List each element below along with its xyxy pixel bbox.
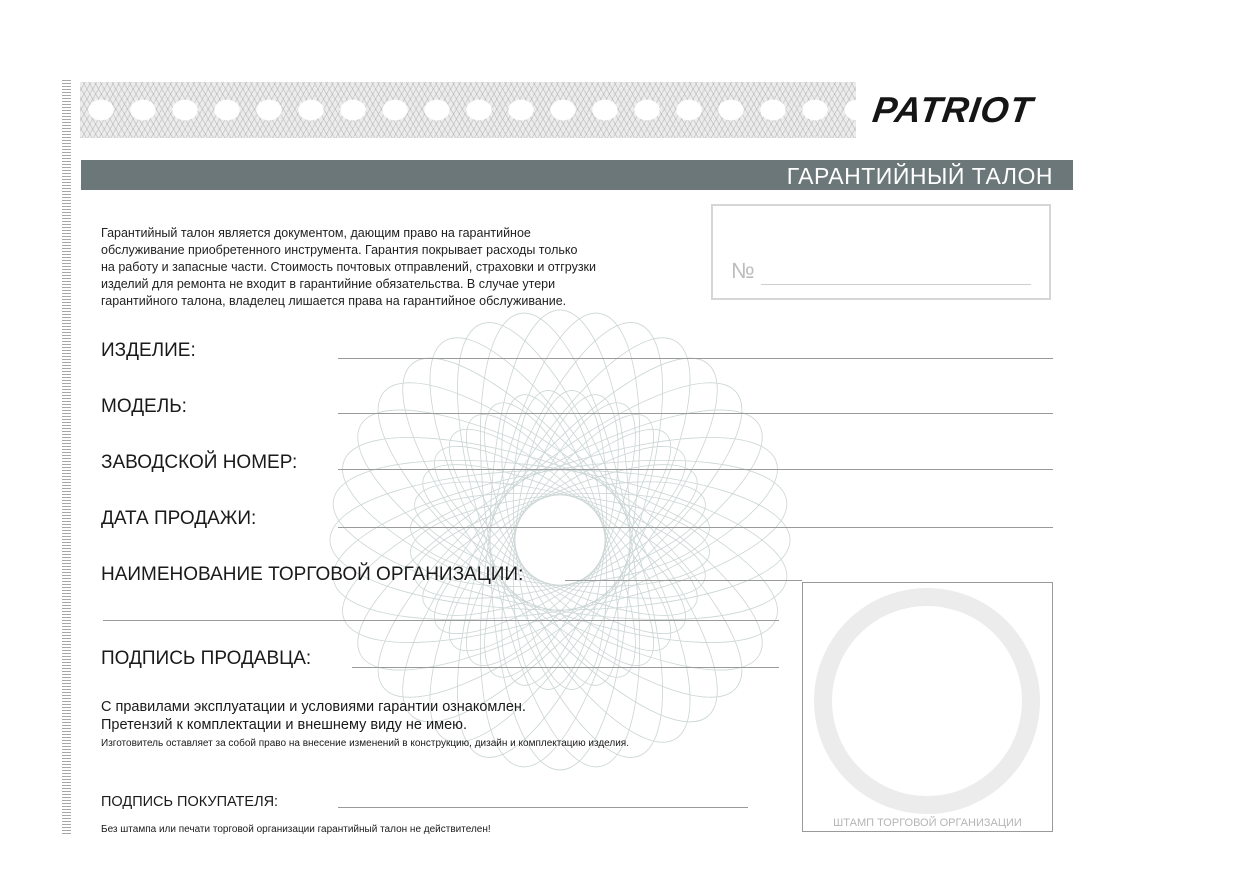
- footer-note: Без штампа или печати торговой организации гарантийный талон не действителен!: [101, 824, 491, 835]
- title-bar: [81, 160, 1073, 190]
- seller-signature-label: ПОДПИСЬ ПРОДАВЦА:: [101, 648, 312, 669]
- number-box: [711, 204, 1051, 300]
- buyer-signature-line[interactable]: [338, 807, 748, 808]
- serial-field-line[interactable]: [338, 469, 1053, 470]
- seller-signature-line[interactable]: [352, 667, 779, 668]
- patriot-logo: PATRIOT: [870, 89, 1036, 130]
- number-sign: №: [731, 258, 755, 283]
- guilloche-band: [80, 82, 856, 138]
- buyer-signature-label: ПОДПИСЬ ПОКУПАТЕЛЯ:: [101, 794, 279, 810]
- security-strip: [62, 80, 71, 836]
- serial-label: ЗАВОДСКОЙ НОМЕР:: [101, 452, 298, 473]
- stamp-box[interactable]: [802, 582, 1053, 832]
- intro-paragraph: Гарантийный талон является документом, дающим право на гарантийное обслуживание приобретенного инструмента. Гарантия покрывает расходы только на работу и запасные части. Стоимость почтовых отправлений, страховки и отгрузки изделий для ремонта не входит в гарантийние обязательства. В случае утери гарантийного талона, владелец лишается права на гарантийное обслуживание.: [101, 226, 596, 308]
- acknowledgement-line-2: Претензий к комплектации и внешнему виду не имею.: [101, 717, 468, 733]
- organization-field-line-2[interactable]: [103, 620, 779, 621]
- stamp-placeholder-circle: [803, 583, 1052, 831]
- product-field-line[interactable]: [338, 358, 1053, 359]
- acknowledgement-line-1: С правилами эксплуатации и условиями гарантии ознакомлен.: [101, 699, 526, 715]
- organization-label: НАИМЕНОВАНИЕ ТОРГОВОЙ ОРГАНИЗАЦИИ:: [101, 564, 524, 585]
- manufacturer-note: Изготовитель оставляет за собой право на внесение изменений в конструкцию, дизайн и комплектацию изделия.: [101, 738, 629, 749]
- sale-date-field-line[interactable]: [338, 527, 1053, 528]
- product-label: ИЗДЕЛИЕ:: [101, 340, 196, 361]
- stamp-caption: ШТАМП ТОРГОВОЙ ОРГАНИЗАЦИИ: [833, 817, 1022, 829]
- sale-date-label: ДАТА ПРОДАЖИ:: [101, 508, 257, 529]
- model-label: МОДЕЛЬ:: [101, 396, 187, 417]
- page-title: ГАРАНТИЙНЫЙ ТАЛОН: [786, 163, 1053, 189]
- number-input-line[interactable]: [761, 284, 1031, 285]
- organization-field-line[interactable]: [565, 580, 802, 581]
- model-field-line[interactable]: [338, 413, 1053, 414]
